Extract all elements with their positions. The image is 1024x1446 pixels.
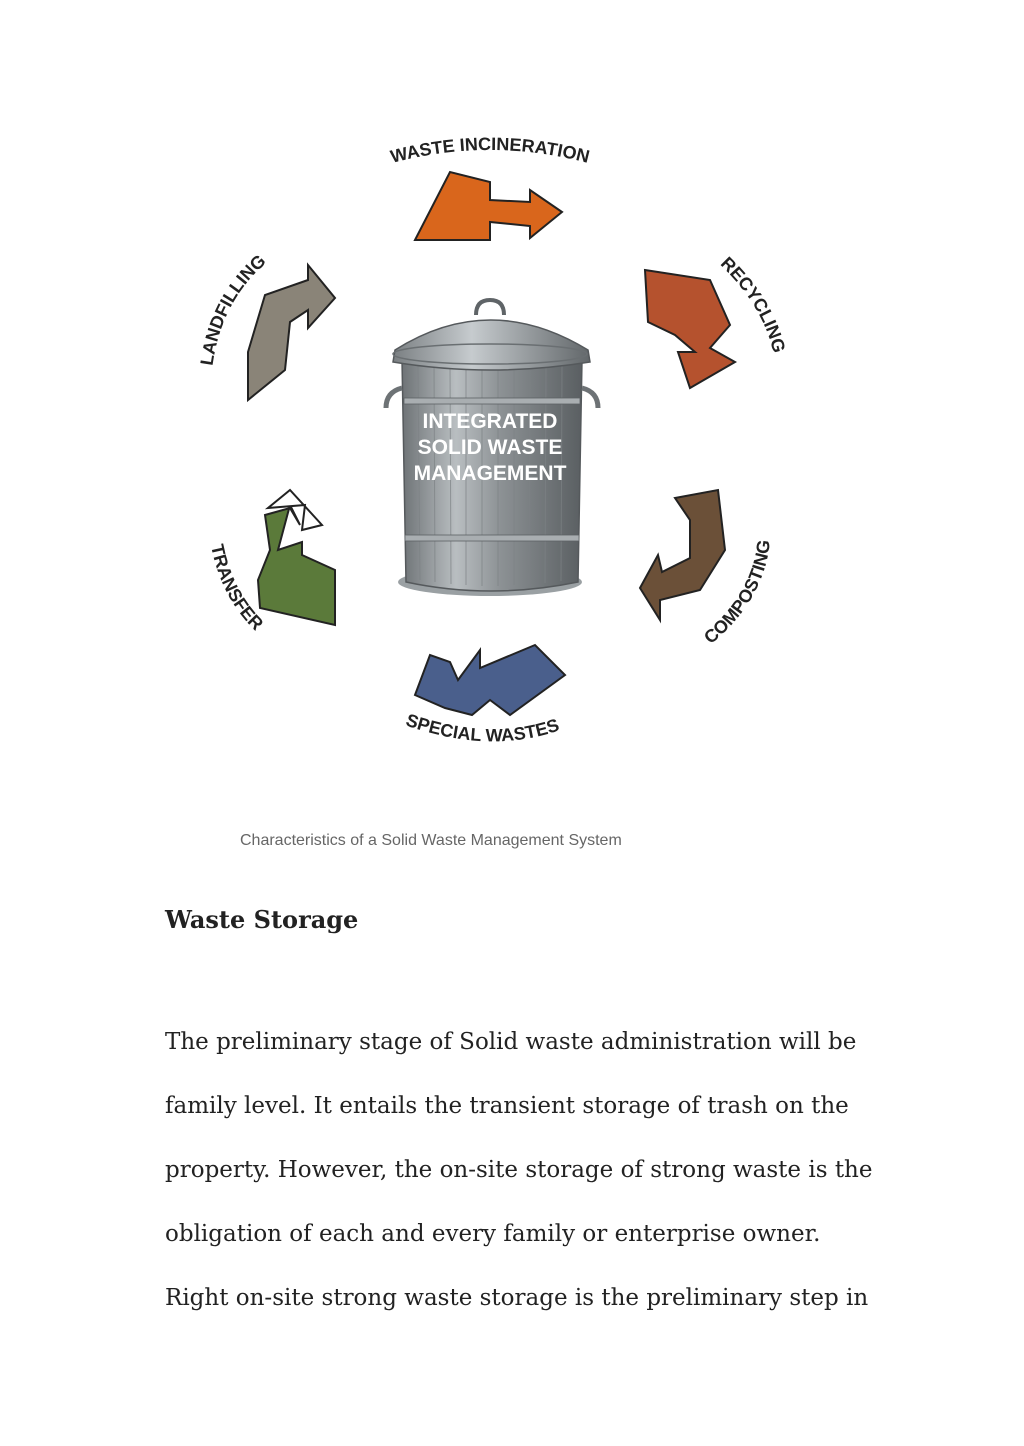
stage-label-incineration: WASTE INCINERATION [388, 133, 592, 167]
special-wastes-arrow-icon [415, 645, 565, 715]
transfer-arrow-icon [258, 505, 335, 625]
stage-recycling [645, 253, 789, 388]
stage-waste-incineration [388, 134, 591, 240]
trash-can-icon [386, 300, 598, 596]
recycling-arrow-icon [645, 270, 735, 388]
landfilling-arrow-icon [248, 265, 335, 400]
center-label-line-1: INTEGRATED [422, 410, 558, 433]
body-line: family level. It entails the transient storage of trash on the [165, 1093, 849, 1119]
diagram-canvas [190, 130, 790, 760]
stage-special-wastes [404, 645, 565, 745]
body-paragraph [165, 1010, 885, 1330]
stage-transfer [207, 490, 335, 634]
stage-label-landfilling: LANDFILLING [196, 250, 270, 367]
composting-arrow-icon [640, 490, 725, 620]
body-line: property. However, the on-site storage of strong waste is the [165, 1157, 873, 1183]
stage-label-transfer: TRANSFER [207, 542, 268, 634]
center-label-line-3: MANAGEMENT [413, 462, 567, 485]
body-line: The preliminary stage of Solid waste administration will be [165, 1029, 857, 1055]
center-label-line-2: SOLID WASTE [417, 436, 563, 459]
svg-text:RECYCLING [717, 253, 789, 355]
stage-composting [640, 490, 774, 648]
svg-text:SPECIAL WASTES [404, 710, 562, 746]
waste-management-diagram [190, 130, 790, 760]
svg-text:WASTE INCINERATION [388, 134, 591, 167]
body-line: Right on-site strong waste storage is the preliminary step in [165, 1285, 869, 1311]
stage-landfilling [197, 251, 335, 400]
stage-label-recycling: RECYCLING [716, 252, 790, 355]
figure-caption: Characteristics of a Solid Waste Management System [240, 832, 622, 849]
incineration-arrow-icon [415, 172, 562, 240]
stage-label-special-wastes: SPECIAL WASTES [403, 709, 562, 746]
section-heading: Waste Storage [165, 905, 359, 934]
body-line: obligation of each and every family or enterprise owner. [165, 1221, 821, 1247]
stage-label-composting: COMPOSTING [700, 538, 775, 648]
